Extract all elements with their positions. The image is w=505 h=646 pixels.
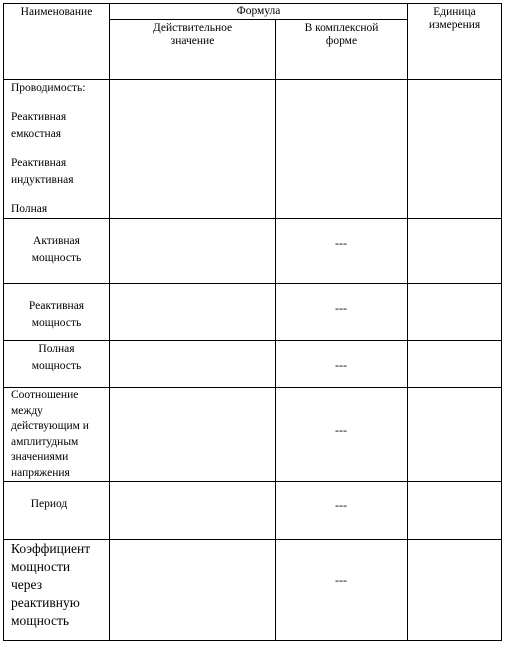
header-divider — [109, 19, 407, 20]
header-unit-line1: Единица — [433, 6, 476, 18]
power-factor-line5: мощность — [11, 613, 70, 628]
column-divider — [275, 19, 276, 641]
power-factor-line3: через — [11, 577, 43, 592]
power-factor-label — [11, 540, 90, 630]
header-formula: Формула — [236, 5, 281, 17]
column-divider — [407, 3, 408, 641]
active-power-label — [4, 233, 109, 267]
ratio-line1: Соотношение — [11, 389, 79, 401]
full-power-line1: Полная — [38, 343, 75, 355]
conductivity-inductive — [11, 155, 74, 189]
ratio-line4: амплитудным — [11, 435, 79, 448]
table-border-bottom — [3, 640, 502, 641]
full-power-complex-dash: --- — [335, 358, 347, 372]
ratio-line3: действующим и — [11, 420, 89, 432]
reactive-power-line2: мощность — [31, 317, 82, 329]
power-factor-line4: реактивную — [11, 595, 80, 610]
ratio-line5: значениями — [11, 451, 69, 463]
active-power-line1: Активная — [33, 235, 80, 247]
full-power-label — [4, 341, 109, 375]
ratio-line2: между — [11, 404, 43, 417]
row-divider — [3, 283, 502, 284]
period-label: Период — [30, 498, 68, 510]
header-name: Наименование — [20, 6, 93, 18]
header-complex-form — [276, 22, 407, 48]
conductivity-title: Проводимость: — [11, 82, 86, 94]
conductivity-capacitive — [11, 109, 66, 143]
conductivity-inductive-line1: Реактивная — [11, 157, 67, 169]
header-real-value — [110, 22, 275, 48]
reactive-power-line1: Реактивная — [28, 300, 85, 312]
ratio-complex-dash: --- — [335, 423, 347, 437]
ratio-label — [11, 388, 89, 481]
header-unit-line2: измерения — [428, 19, 481, 31]
conductivity-capacitive-line1: Реактивная — [11, 111, 67, 123]
header-complex-line1: В комплексной — [304, 22, 379, 34]
row-divider — [3, 481, 502, 482]
header-complex-line2: форме — [325, 35, 358, 47]
column-divider — [109, 3, 110, 641]
conductivity-capacitive-line2: емкостная — [11, 128, 62, 140]
ratio-line6: напряжения — [11, 466, 70, 479]
conductivity-full: Полная — [11, 203, 48, 215]
row-divider — [3, 218, 502, 219]
conductivity-inductive-line2: индуктивная — [11, 174, 74, 186]
power-factor-complex-dash: --- — [335, 573, 347, 587]
table-border-top — [3, 3, 502, 4]
table-border-right — [501, 3, 502, 641]
active-power-complex-dash: --- — [335, 236, 347, 250]
reactive-power-label — [4, 298, 109, 332]
header-real-value-line2: значение — [170, 35, 215, 47]
period-complex-dash: --- — [335, 498, 347, 512]
reactive-power-complex-dash: --- — [335, 301, 347, 315]
power-factor-line1: Коэффициент — [11, 541, 91, 556]
header-unit — [408, 6, 501, 32]
header-real-value-line1: Действительное — [152, 22, 233, 34]
power-factor-line2: мощности — [11, 559, 71, 574]
full-power-line2: мощность — [31, 360, 82, 372]
active-power-line2: мощность — [31, 252, 82, 264]
